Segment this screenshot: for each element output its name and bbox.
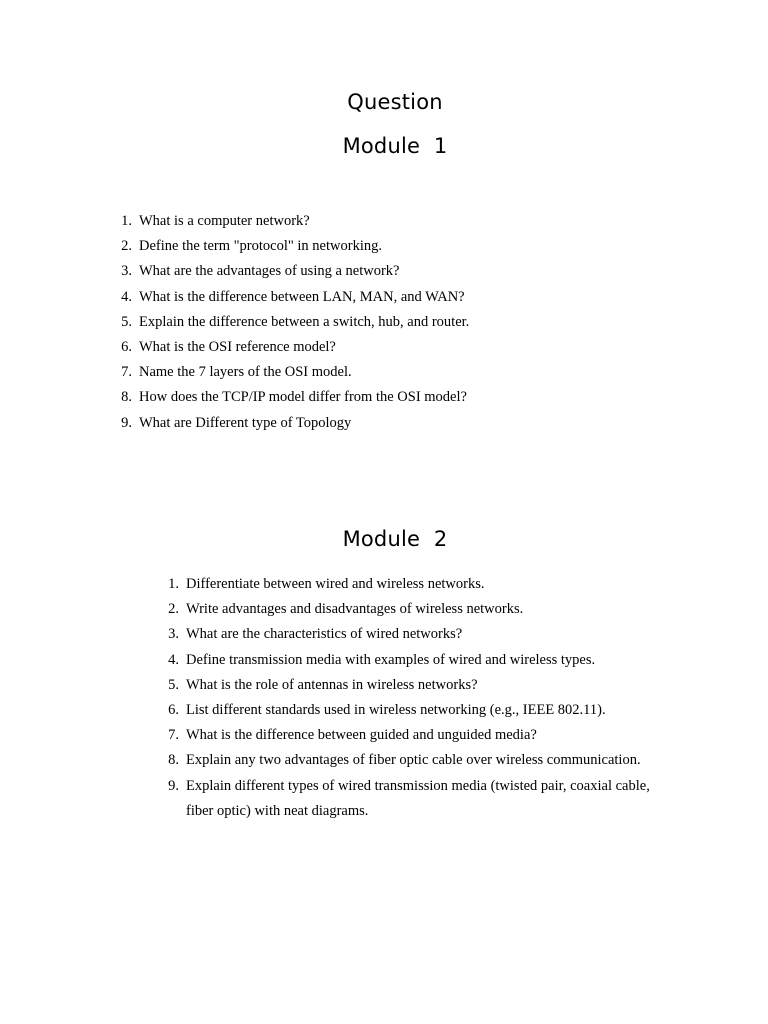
question-text: What is the role of antennas in wireless networks?: [186, 676, 478, 693]
question-number: 2.: [168, 601, 179, 618]
question-item: [121, 209, 469, 234]
question-item: [121, 360, 469, 385]
question-text: Define transmission media with examples of wired and wireless types.: [186, 651, 596, 668]
module-1-heading: Module 1: [342, 134, 448, 158]
question-item: [121, 234, 469, 259]
question-item: [121, 259, 469, 284]
question-text: What is the difference between LAN, MAN, and WAN?: [139, 288, 465, 305]
question-number: 7.: [121, 364, 132, 381]
module-2-question-list: [168, 572, 656, 824]
question-item: [168, 723, 656, 748]
question-text: What are the characteristics of wired networks?: [186, 626, 463, 643]
question-text: Explain different types of wired transmission media (twisted pair, coaxial cable, fiber optic) with neat diagrams.: [186, 777, 650, 819]
question-text: What are Different type of Topology: [139, 414, 352, 431]
module-2-heading: Module 2: [342, 527, 448, 551]
question-number: 6.: [168, 702, 179, 719]
question-item: [121, 411, 469, 436]
question-item: [168, 648, 656, 673]
module-1-question-list: [121, 209, 470, 436]
question-text: What is the difference between guided and unguided media?: [186, 727, 537, 744]
question-number: 2.: [121, 238, 132, 255]
question-number: 5.: [121, 313, 132, 330]
question-text: What are the advantages of using a network?: [139, 263, 400, 280]
question-number: 1.: [121, 213, 132, 229]
question-number: 1.: [168, 576, 179, 592]
question-number: 4.: [121, 288, 132, 305]
question-number: 6.: [121, 339, 132, 356]
question-item: [168, 572, 656, 597]
question-number: 9.: [168, 777, 179, 794]
question-item: [121, 335, 469, 360]
question-number: 3.: [168, 626, 179, 643]
question-item: [168, 698, 656, 723]
question-item: [121, 285, 469, 310]
question-text: How does the TCP/IP model differ from the OSI model?: [139, 389, 467, 406]
question-text: Name the 7 layers of the OSI model.: [139, 364, 352, 381]
question-text: What is a computer network?: [139, 213, 310, 229]
question-item: [121, 385, 469, 410]
question-item: [168, 748, 656, 773]
question-number: 8.: [168, 752, 179, 769]
document-title: Question: [347, 90, 443, 114]
question-number: 8.: [121, 389, 132, 406]
question-item: [168, 673, 656, 698]
question-text: Write advantages and disadvantages of wireless networks.: [186, 601, 524, 618]
question-text: Define the term "protocol" in networking.: [139, 238, 382, 255]
question-number: 9.: [121, 414, 132, 431]
question-item: [168, 774, 656, 824]
question-item: [121, 310, 470, 335]
question-text: Differentiate between wired and wireless networks.: [186, 576, 485, 592]
question-number: 3.: [121, 263, 132, 280]
question-number: 7.: [168, 727, 179, 744]
question-text: Explain any two advantages of fiber optic cable over wireless communication.: [186, 752, 641, 769]
question-text: List different standards used in wireless networking (e.g., IEEE 802.11).: [186, 702, 606, 719]
question-item: [168, 597, 656, 622]
question-text: What is the OSI reference model?: [139, 339, 336, 356]
question-item: [168, 622, 656, 647]
question-text: Explain the difference between a switch, hub, and router.: [139, 313, 470, 330]
question-number: 4.: [168, 651, 179, 668]
question-number: 5.: [168, 676, 179, 693]
